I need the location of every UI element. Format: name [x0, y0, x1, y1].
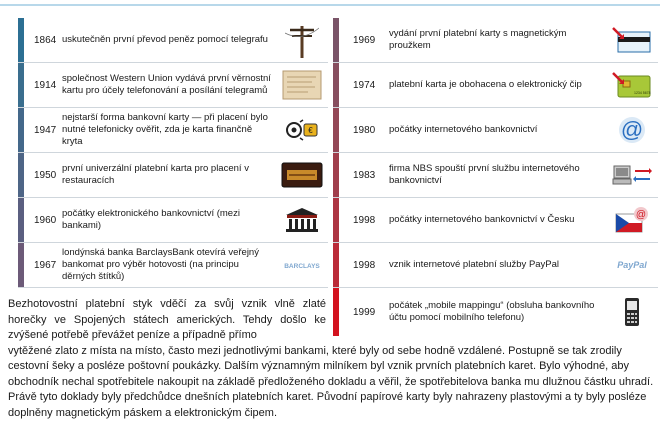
- timeline-year: 1998: [353, 214, 376, 226]
- timeline-right: [333, 18, 658, 336]
- at-sign-icon: [606, 116, 658, 144]
- chip-card-number: 1234 5678: [634, 91, 651, 95]
- at-glyph: @: [620, 117, 644, 142]
- timeline-row: [333, 18, 658, 63]
- svg-text:BARCLAYS: BARCLAYS: [284, 263, 320, 270]
- timeline-text: počátky elektronického bankovnictví (mezi bankami): [62, 208, 240, 231]
- timeline-text: vydání první platební karty s magnetickým proužkem: [389, 28, 567, 51]
- timeline-row: [18, 243, 328, 288]
- timeline-text: vznik internetové platební služby PayPal: [389, 259, 560, 270]
- timeline-row: [18, 198, 328, 243]
- czech-flag-email-icon: [606, 206, 658, 234]
- timeline-year: 1914: [34, 79, 57, 91]
- computer-transfer-icon: [606, 162, 658, 188]
- timeline-year: 1969: [353, 34, 376, 46]
- timeline-row: [18, 108, 328, 153]
- paypal-logo-text: PayPal: [617, 260, 647, 270]
- timeline-row: [18, 63, 328, 108]
- svg-text:€: €: [308, 126, 313, 135]
- magnetic-card-icon: [606, 27, 658, 53]
- chip-card-icon: [606, 72, 658, 98]
- timeline-row: [333, 198, 658, 243]
- timeline-year: 1947: [34, 124, 57, 136]
- telegraph-pole-icon: [276, 22, 328, 58]
- paypal-logo-icon: [606, 258, 658, 272]
- body-paragraph: [8, 297, 656, 421]
- timeline-row: [333, 63, 658, 108]
- timeline-text: platební karta je obohacena o elektronický čip: [389, 79, 582, 90]
- timeline-text: londýnská banka BarclaysBank otevírá veřejný bankomat pro výběr hotovosti (na principu děrných štítků): [62, 247, 259, 282]
- barclays-logo-icon: [276, 258, 328, 272]
- phone-money-icon: [276, 118, 328, 142]
- timeline-year: 1998: [353, 259, 376, 271]
- timeline-row: [333, 108, 658, 153]
- email-glyph: @: [635, 209, 647, 221]
- bank-icon: [276, 207, 328, 233]
- timeline-year: 1974: [353, 79, 376, 91]
- timeline-text: firma NBS spouští první službu internetového bankovnictví: [389, 163, 580, 186]
- timeline-year: 1999: [353, 306, 376, 318]
- timeline-text: počátky internetového bankovnictví v Česku: [389, 214, 575, 225]
- timeline-year: 1967: [34, 259, 57, 271]
- paper-card-icon: [276, 70, 328, 100]
- paragraph-part-1: Bezhotovostní platební styk vděčí za svůj vznik vlně zlaté horečky ve Spojených státech amerických. Tehdy došlo ke zvýšené potřebě převážet peníze a případně přímo: [8, 298, 326, 341]
- diners-card-icon: [276, 162, 328, 188]
- timeline-text: nejstarší forma bankovní karty — při placení bylo nutné telefonicky ověřit, zda je karta finančně kryta: [62, 112, 268, 147]
- timeline-row: [18, 153, 328, 198]
- timeline-year: 1950: [34, 169, 57, 181]
- timeline-row: [333, 153, 658, 198]
- top-divider: [0, 4, 660, 6]
- timeline-year: 1960: [34, 214, 57, 226]
- timeline-text: uskutečněn první převod peněz pomocí telegrafu: [62, 34, 268, 45]
- timeline-text: první univerzální platební karta pro placení v restauracích: [62, 163, 249, 186]
- paragraph-part-2: vytěžené zlato z místa na místo, často mezi jednotlivými bankami, které byly od sebe hodně vzdálené. Postupně se tak zrodily cestovní šeky a posléze poštovní poukázky. Dalším významným milníkem byl vznik prvních platebních karet. Bylo výhodné, aby obchodník nechal spotřebitele nakoupit na základě předloženého dokladu a věřil, že spotřebitelova banka mu dlužnou částku uhradí. Právě tyto doklady byly předchůdce dnešních platebních karet. Původní papírové karty byly nahrazeny plastovými a ty byly posléze doplněny magnetickým páskem a elektronickým čipem.: [8, 344, 654, 419]
- timeline-text: společnost Western Union vydává první věrnostní kartu pro účely telefonování a posílání telegramů: [62, 73, 271, 96]
- timeline-text: počátek „mobile mappingu“ (obsluha bankovního účtu pomocí mobilního telefonu): [389, 300, 595, 323]
- timeline-row: [333, 243, 658, 288]
- timeline-year: 1983: [353, 169, 376, 181]
- timeline-year: 1980: [353, 124, 376, 136]
- timeline-left: [18, 18, 328, 288]
- timeline-text: počátky internetového bankovnictví: [389, 124, 538, 135]
- timeline-year: 1864: [34, 34, 57, 46]
- timeline-row: [18, 18, 328, 63]
